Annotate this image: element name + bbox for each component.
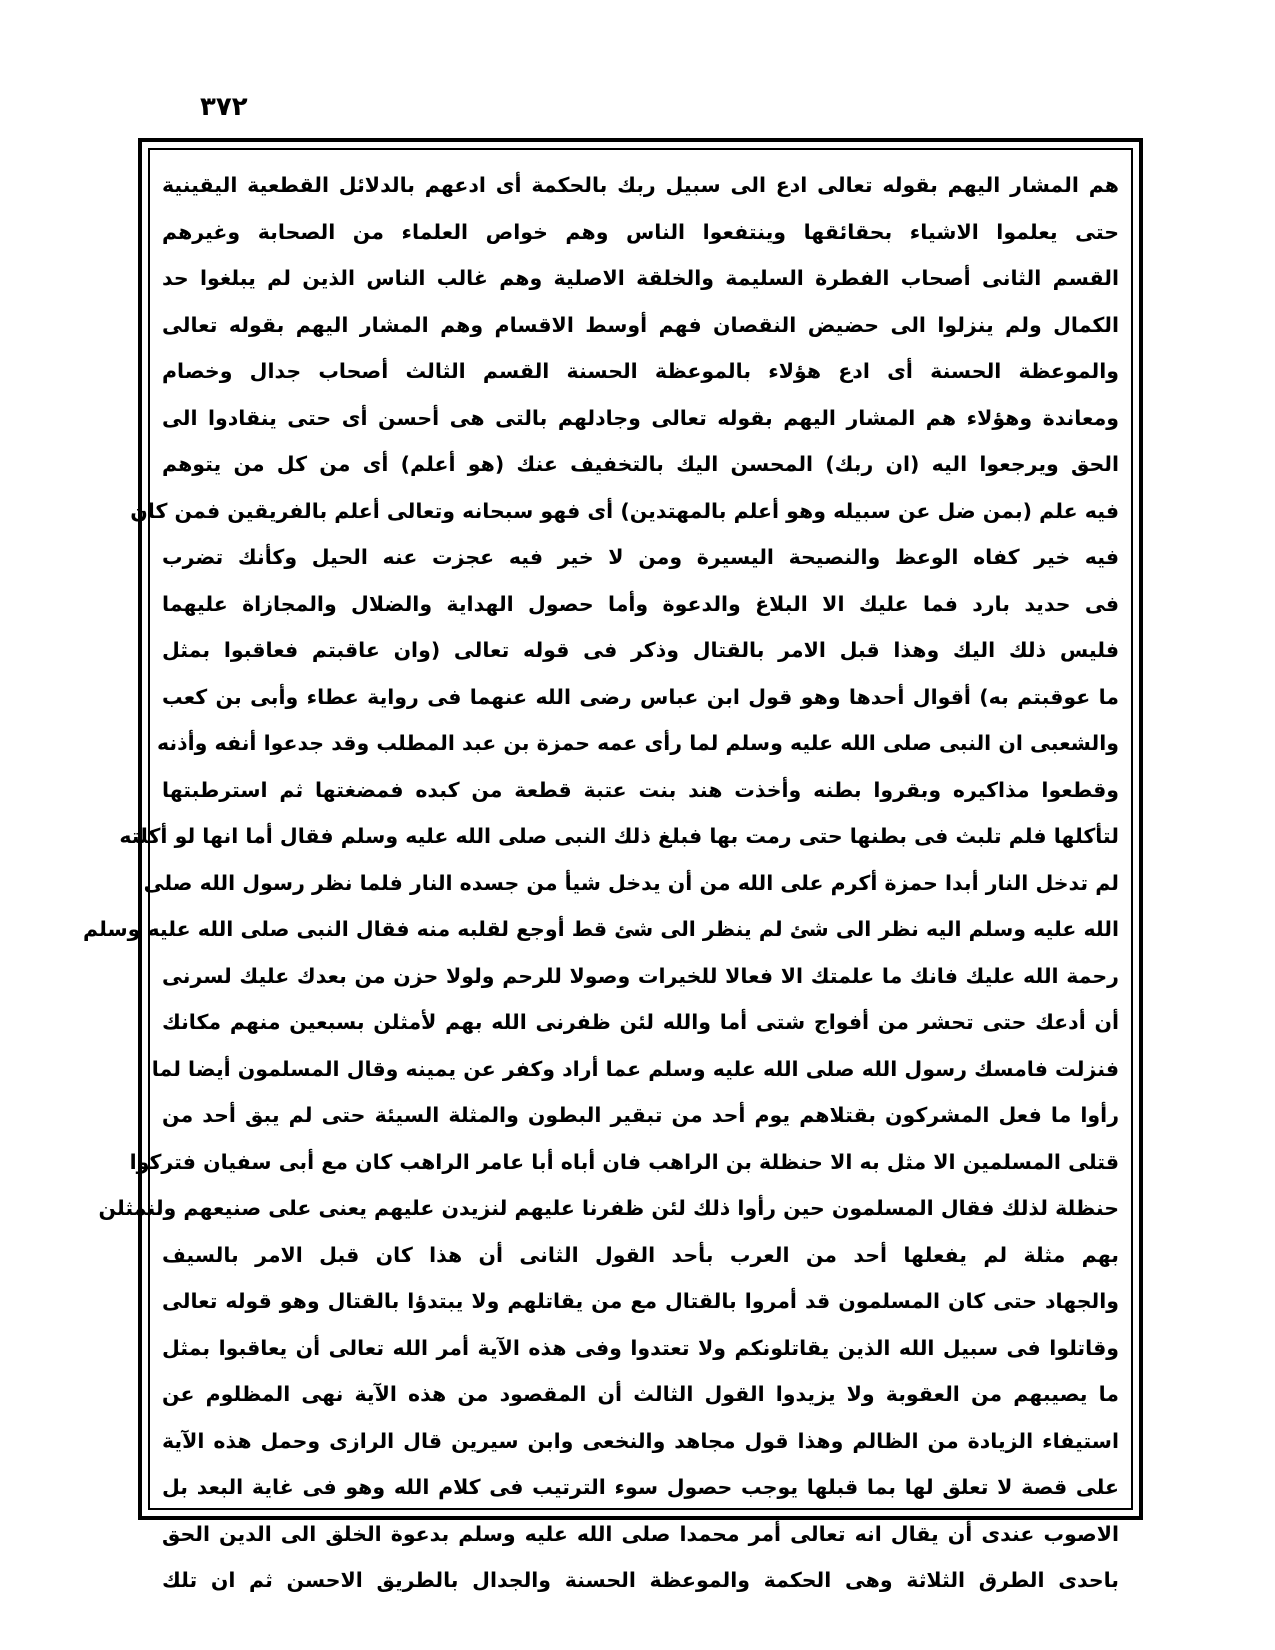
text-line: ما عوقبتم به) أقوال أحدها وهو قول ابن عباس رضى الله عنهما فى رواية عطاء وأبى بن كعب bbox=[162, 684, 1119, 709]
page-number: ٣٧٢ bbox=[200, 92, 248, 122]
text-line: فيه علم (بمن ضل عن سبيله وهو أعلم بالمهتدين) أى فهو سبحانه وتعالى أعلم بالفريقين فمن كان bbox=[130, 498, 1119, 523]
text-line: قتلى المسلمين الا مثل به الا حنظلة بن الراهب فان أباه أبا عامر الراهب كان مع أبى سفيان فتركوا bbox=[129, 1149, 1119, 1174]
text-line: والموعظة الحسنة أى ادع هؤلاء بالموعظة الحسنة القسم الثالث أصحاب جدال وخصام bbox=[162, 359, 1119, 383]
body-text bbox=[83, 162, 1119, 1604]
text-line: على قصة لا تعلق لها بما قبلها يوجب حصول سوء الترتيب فى كلام الله وهو فى غاية البعد بل bbox=[162, 1475, 1119, 1499]
text-line: والجهاد حتى كان المسلمون قد أمروا بالقتال مع من يقاتلهم ولا يبتدؤا بالقتال وهو قوله تعالى bbox=[162, 1289, 1119, 1313]
text-line: هم المشار اليهم بقوله تعالى ادع الى سبيل ربك بالحكمة أى ادعهم بالدلائل القطعية اليقينية bbox=[162, 173, 1119, 197]
text-line: الحق ويرجعوا اليه (ان ربك) المحسن اليك بالتخفيف عنك (هو أعلم) أى من كل من يتوهم bbox=[162, 452, 1119, 476]
text-line: الله عليه وسلم اليه نظر الى شئ لم ينظر الى شئ قط أوجع لقلبه منه فقال النبى صلى الله عليه وسلم bbox=[83, 917, 1119, 941]
text-line: فى حديد بارد فما عليك الا البلاغ والدعوة وأما حصول الهداية والضلال والمجازاة عليهما bbox=[162, 591, 1119, 616]
text-line: رحمة الله عليك فانك ما علمتك الا فعالا للخيرات وصولا للرحم ولولا حزن من بعدك عليك لسرنى bbox=[162, 963, 1119, 988]
text-line: وقاتلوا فى سبيل الله الذين يقاتلونكم ولا تعتدوا وفى هذه الآية أمر الله تعالى أن يعاقبوا بمثل bbox=[162, 1335, 1119, 1360]
text-line: الاصوب عندى أن يقال انه تعالى أمر محمدا صلى الله عليه وسلم بدعوة الخلق الى الدين الحق bbox=[162, 1521, 1119, 1546]
text-line: وقطعوا مذاكيره وبقروا بطنه وأخذت هند بنت عتبة قطعة من كبده فمضغتها ثم استرطبتها bbox=[162, 777, 1119, 802]
text-line: استيفاء الزيادة من الظالم وهذا قول مجاهد والنخعى وابن سيرين قال الرازى وحمل هذه الآية bbox=[162, 1428, 1119, 1453]
page-frame-inner bbox=[83, 148, 1133, 1592]
text-line: ومعاندة وهؤلاء هم المشار اليهم بقوله تعالى وجادلهم بالتى هى أحسن أى حتى ينقادوا الى bbox=[162, 405, 1119, 430]
text-line: فيه خير كفاه الوعظ والنصيحة اليسيرة ومن لا خير فيه عجزت عنه الحيل وكأنك تضرب bbox=[162, 545, 1119, 569]
text-line: القسم الثانى أصحاب الفطرة السليمة والخلقة الاصلية وهم غالب الناس الذين لم يبلغوا حد bbox=[162, 266, 1119, 290]
text-line: فنزلت فامسك رسول الله صلى الله عليه وسلم عما أراد وكفر عن يمينه وقال المسلمون أيضا لما bbox=[151, 1056, 1119, 1081]
text-line: أن أدعك حتى تحشر من أفواج شتى أما والله لئن ظفرنى الله بهم لأمثلن بسبعين منهم مكانك bbox=[162, 1010, 1119, 1034]
text-line: لتأكلها فلم تلبث فى بطنها حتى رمت بها فبلغ ذلك النبى صلى الله عليه وسلم فقال أما انها لو أكلته bbox=[119, 824, 1119, 848]
text-line: فليس ذلك اليك وهذا قبل الامر بالقتال وذكر فى قوله تعالى (وان عاقبتم فعاقبوا بمثل bbox=[162, 638, 1119, 662]
text-line: والشعبى ان النبى صلى الله عليه وسلم لما رأى عمه حمزة بن عبد المطلب وقد جدعوا أنفه وأذنه bbox=[156, 731, 1119, 755]
text-line: باحدى الطرق الثلاثة وهى الحكمة والموعظة الحسنة والجدال بالطريق الاحسن ثم ان تلك bbox=[162, 1568, 1119, 1592]
text-line: لم تدخل النار أبدا حمزة أكرم على الله من أن يدخل شيأ من جسده النار فلما نظر رسول الله صلى bbox=[143, 870, 1119, 895]
text-line: حتى يعلموا الاشياء بحقائقها وينتفعوا الناس وهم خواص العلماء من الصحابة وغيرهم bbox=[162, 219, 1119, 244]
text-line: حنظلة لذلك فقال المسلمون حين رأوا ذلك لئن ظفرنا عليهم لنزيدن عليهم يعنى على صنيعهم ولنمثلن bbox=[98, 1196, 1119, 1220]
text-line: رأوا ما فعل المشركون بقتلاهم يوم أحد من تبقير البطون والمثلة السيئة حتى لم يبق أحد من bbox=[162, 1103, 1119, 1127]
text-line: ما يصيبهم من العقوبة ولا يزيدوا القول الثالث أن المقصود من هذه الآية نهى المظلوم عن bbox=[162, 1382, 1119, 1406]
text-line: بهم مثلة لم يفعلها أحد من العرب بأحد القول الثانى أن هذا كان قبل الامر بالسيف bbox=[162, 1242, 1119, 1267]
text-line: الكمال ولم ينزلوا الى حضيض النقصان فهم أوسط الاقسام وهم المشار اليهم بقوله تعالى bbox=[162, 312, 1119, 337]
